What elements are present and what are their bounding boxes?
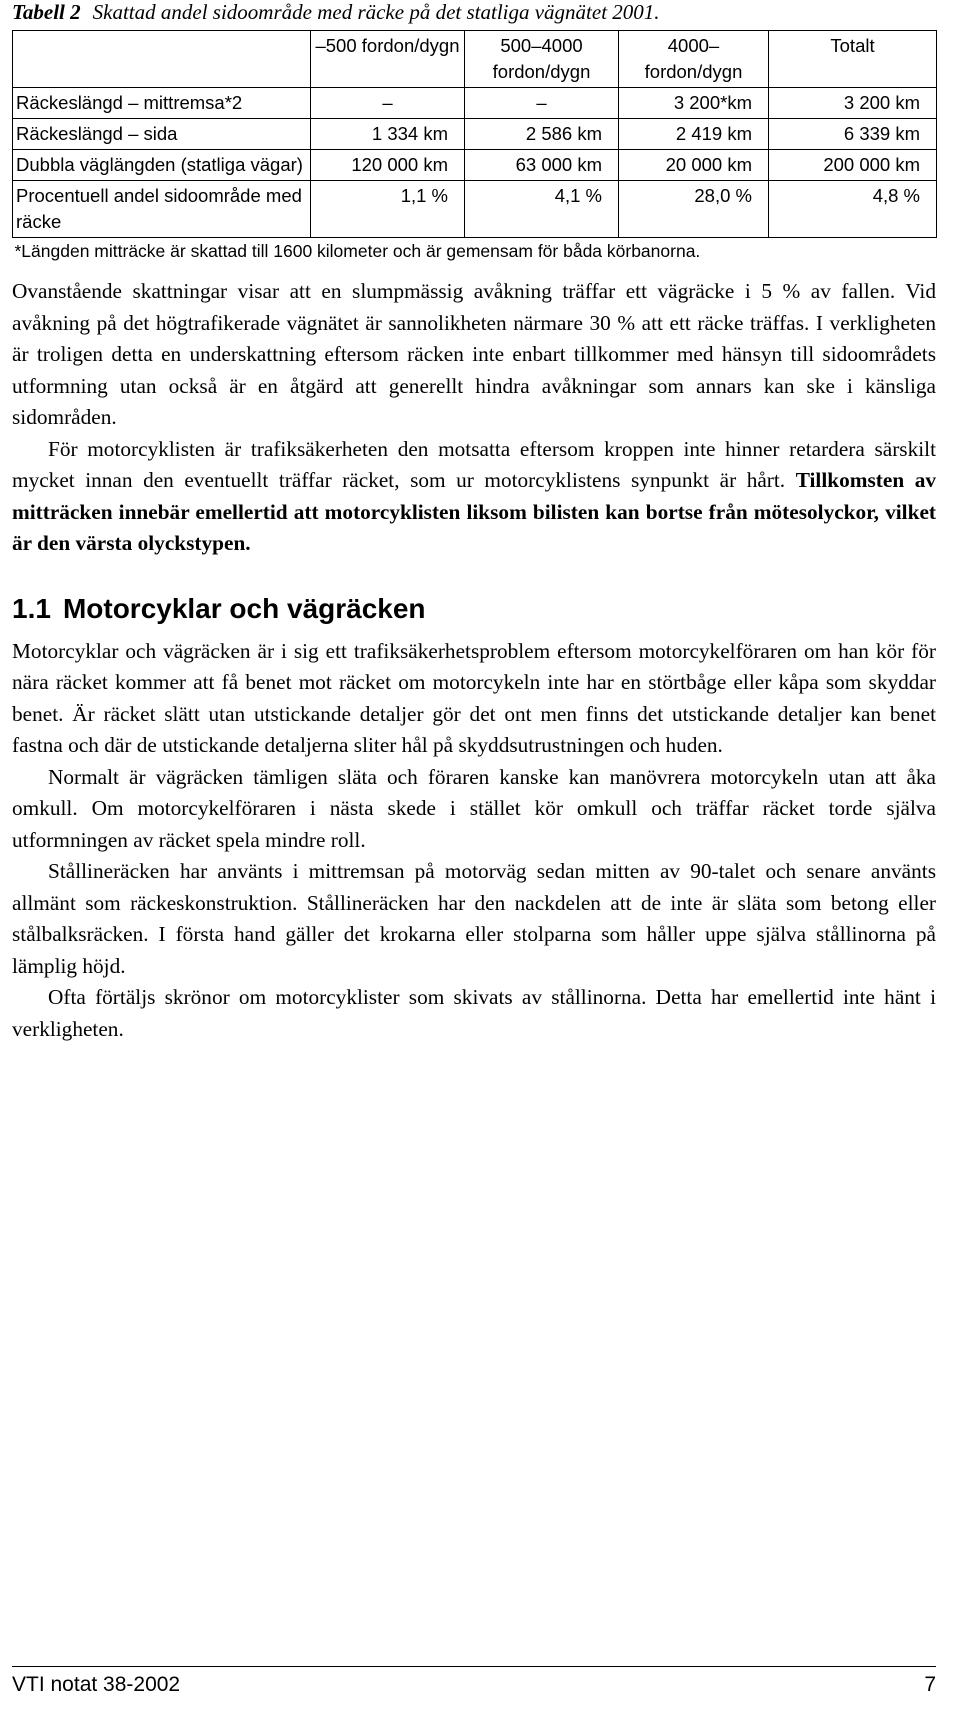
paragraph-estimates: Ovanstående skattningar visar att en slumpmässig avåkning träffar ett vägräcke i 5 % av fallen. Vid avåkning på det högtrafikerade vägnätet är sannolikheten närmare 30 % att ett räcke träffas. I verkligheten är troligen detta en underskattning eftersom räcken inte enbart tillkommer med hänsyn till sidoområdets utformning utan också är en åtgärd att generellt hindra avåkningar som annars kan ske i känsliga sidområden. [12, 279, 936, 429]
section-paragraph: Normalt är vägräcken tämligen släta och föraren kanske kan manövrera motorcykeln utan att åka omkull. Om motorcykelföraren i nästa skede i stället kör omkull och träffar räcket torde själva utformningen av räcket spela mindre roll. [12, 764, 936, 852]
data-table [12, 30, 937, 264]
table-cell: – [465, 88, 619, 119]
table-row [13, 119, 937, 150]
table-cell: 4,8 % [769, 181, 937, 238]
table-cell: 20 000 km [619, 150, 769, 181]
table-note-row [13, 238, 937, 265]
section-number: 1.1 [12, 592, 51, 624]
row-label: Dubbla väglängden (statliga vägar) [13, 150, 311, 181]
table-footnote: *Längden mitträcke är skattad till 1600 kilometer och är gemensam för båda körbanorna. [13, 238, 937, 265]
table-row [13, 88, 937, 119]
table-number: Tabell 2 [12, 0, 81, 24]
page-number: 7 [924, 1673, 936, 1696]
table-cell: 63 000 km [465, 150, 619, 181]
footer-publication: VTI notat 38-2002 [12, 1673, 181, 1696]
table-cell: 2 586 km [465, 119, 619, 150]
table-cell: 1 334 km [311, 119, 465, 150]
section-title: Motorcyklar och vägräcken [62, 592, 426, 624]
table-cell: – [311, 88, 465, 119]
table-row [13, 150, 937, 181]
row-label: Räckeslängd – mittremsa*2 [13, 88, 311, 119]
section-paragraph: Ofta förtäljs skrönor om motorcyklister som skivats av stållinorna. Detta har emellertid inte hänt i verkligheten. [12, 985, 936, 1041]
paragraph-text: För motorcyklisten är trafiksäkerheten den motsatta eftersom kroppen inte hinner retardera särskilt mycket innan den eventuellt träffar räcket, som ur motorcyklistens synpunkt är hårt. [12, 436, 936, 492]
row-label: Procentuell andel sidoområde med räcke [13, 181, 311, 238]
paragraph-bold-text: Tillkomsten av mitträcken innebär emellertid att motorcyklisten liksom bilisten kan bortse från mötesolyckor, vilket är den värsta olyckstypen. [12, 468, 937, 555]
paragraph-motorcyclist [12, 434, 936, 560]
table-cell: 120 000 km [311, 150, 465, 181]
table-cell: 3 200*km [619, 88, 769, 119]
header-cell: 500–4000 fordon/dygn [465, 31, 619, 88]
table-title: Skattad andel sidoområde med räcke på det statliga vägnätet 2001. [92, 0, 660, 24]
header-cell: –500 fordon/dygn [311, 31, 465, 88]
header-cell [13, 31, 311, 88]
table-header-row [13, 31, 937, 88]
section-paragraph: Motorcyklar och vägräcken är i sig ett trafiksäkerhetsproblem eftersom motorcykelföraren om han kör för nära räcket kommer att få benet mot räcket om motorcykeln inte har en störtbåge eller kåpa som skyddar benet. Är räcket slätt utan utstickande detaljer gör det ont men finns det utstickande detaljer kan benet fastna och där de utstickande detaljerna sliter hål på skyddsutrustningen och huden. [12, 638, 936, 757]
header-cell: Totalt [769, 31, 937, 88]
table-cell: 2 419 km [619, 119, 769, 150]
table-caption [12, 0, 936, 24]
section-heading [12, 592, 936, 626]
page-footer [12, 1672, 936, 1698]
table-cell: 200 000 km [769, 150, 937, 181]
table-row [13, 181, 937, 238]
table-cell: 4,1 % [465, 181, 619, 238]
table-cell: 6 339 km [769, 119, 937, 150]
footer-rule [12, 1666, 936, 1667]
table-cell: 28,0 % [619, 181, 769, 238]
table-cell: 1,1 % [311, 181, 465, 238]
table-cell: 3 200 km [769, 88, 937, 119]
row-label: Räckeslängd – sida [13, 119, 311, 150]
header-cell: 4000– fordon/dygn [619, 31, 769, 88]
document-page [12, 0, 936, 1045]
section-paragraph: Stållineräcken har använts i mittremsan på motorväg sedan mitten av 90-talet och senare använts allmänt som räckeskonstruktion. Stållineräcken har den nackdelen att de inte är släta som betong eller stålbalksräcken. I första hand gäller det krokarna eller stolparna som håller uppe själva stållinorna på lämplig höjd. [12, 859, 936, 978]
